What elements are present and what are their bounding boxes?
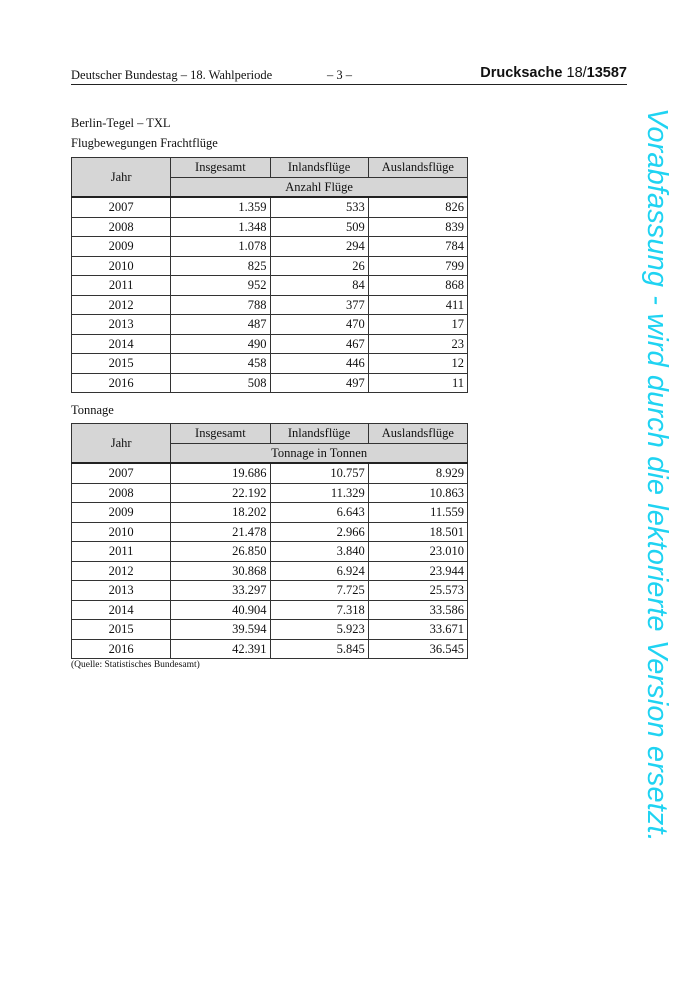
value-cell: 10.757 [270,463,368,483]
value-cell: 490 [171,334,270,354]
table-row [72,600,468,620]
year-cell: 2010 [72,256,171,276]
year-cell: 2007 [72,463,171,483]
value-cell: 39.594 [171,620,270,640]
value-cell: 11 [368,373,467,393]
table1-body [72,197,468,393]
value-cell: 30.868 [171,561,270,581]
value-cell: 12 [368,354,467,374]
table1-header-insgesamt: Insgesamt [171,158,270,178]
value-cell: 21.478 [171,522,270,542]
value-cell: 533 [270,197,368,217]
table-row [72,463,468,483]
value-cell: 1.348 [171,217,270,237]
value-cell: 18.202 [171,503,270,523]
value-cell: 784 [368,237,467,257]
value-cell: 6.643 [270,503,368,523]
year-cell: 2009 [72,503,171,523]
header-parliament: Deutscher Bundestag – 18. Wahlperiode [71,68,273,82]
table1-header-jahr: Jahr [72,158,171,198]
year-cell: 2008 [72,217,171,237]
year-cell: 2013 [72,315,171,335]
value-cell: 26.850 [171,542,270,562]
value-cell: 11.559 [368,503,467,523]
table-row [72,620,468,640]
value-cell: 799 [368,256,467,276]
year-cell: 2016 [72,639,171,659]
value-cell: 825 [171,256,270,276]
table2-header-insgesamt: Insgesamt [171,424,270,444]
value-cell: 33.297 [171,581,270,601]
value-cell: 7.725 [270,581,368,601]
table-row [72,276,468,296]
value-cell: 11.329 [270,483,368,503]
value-cell: 42.391 [171,639,270,659]
value-cell: 788 [171,295,270,315]
table-row [72,561,468,581]
table-row [72,581,468,601]
table-tonnage [71,423,468,659]
table-row [72,295,468,315]
value-cell: 36.545 [368,639,467,659]
table-row [72,522,468,542]
value-cell: 23.010 [368,542,467,562]
value-cell: 19.686 [171,463,270,483]
year-cell: 2008 [72,483,171,503]
value-cell: 8.929 [368,463,467,483]
value-cell: 23 [368,334,467,354]
value-cell: 33.671 [368,620,467,640]
value-cell: 5.845 [270,639,368,659]
value-cell: 446 [270,354,368,374]
value-cell: 839 [368,217,467,237]
header-doc-label: Drucksache [480,65,563,81]
year-cell: 2016 [72,373,171,393]
table2-header-ausland: Auslandsflüge [368,424,467,444]
year-cell: 2011 [72,542,171,562]
table-row [72,503,468,523]
year-cell: 2014 [72,334,171,354]
value-cell: 18.501 [368,522,467,542]
table-row [72,483,468,503]
table-row [72,256,468,276]
table1-header-ausland: Auslandsflüge [368,158,467,178]
value-cell: 26 [270,256,368,276]
table2-title: Tonnage [71,403,114,417]
value-cell: 7.318 [270,600,368,620]
table1-header-inland: Inlandsflüge [270,158,368,178]
table2-body [72,463,468,659]
table1-title: Flugbewegungen Frachtflüge [71,136,218,150]
value-cell: 22.192 [171,483,270,503]
value-cell: 84 [270,276,368,296]
table-row [72,373,468,393]
year-cell: 2011 [72,276,171,296]
value-cell: 826 [368,197,467,217]
table2-unit: Tonnage in Tonnen [171,443,468,463]
table-row [72,354,468,374]
table2-header-inland: Inlandsflüge [270,424,368,444]
value-cell: 2.966 [270,522,368,542]
year-cell: 2007 [72,197,171,217]
table-row [72,217,468,237]
table-row [72,197,468,217]
value-cell: 497 [270,373,368,393]
year-cell: 2015 [72,354,171,374]
year-cell: 2014 [72,600,171,620]
value-cell: 5.923 [270,620,368,640]
table-row [72,542,468,562]
year-cell: 2013 [72,581,171,601]
header-document-number [480,65,627,81]
value-cell: 1.359 [171,197,270,217]
value-cell: 1.078 [171,237,270,257]
header-doc-prefix: 18/ [566,65,587,81]
value-cell: 952 [171,276,270,296]
year-cell: 2009 [72,237,171,257]
value-cell: 868 [368,276,467,296]
value-cell: 25.573 [368,581,467,601]
value-cell: 10.863 [368,483,467,503]
value-cell: 470 [270,315,368,335]
table-frachtfluege [71,157,468,393]
airport-title: Berlin-Tegel – TXL [71,116,171,130]
value-cell: 40.904 [171,600,270,620]
header-page-number: – 3 – [327,68,352,82]
table-row [72,639,468,659]
value-cell: 467 [270,334,368,354]
table1-unit: Anzahl Flüge [171,177,468,197]
value-cell: 6.924 [270,561,368,581]
value-cell: 17 [368,315,467,335]
value-cell: 294 [270,237,368,257]
table-row [72,237,468,257]
value-cell: 23.944 [368,561,467,581]
value-cell: 508 [171,373,270,393]
watermark: Vorabfassung - wird durch die lektorierte Version ersetzt. [641,108,673,842]
value-cell: 458 [171,354,270,374]
value-cell: 487 [171,315,270,335]
table-row [72,315,468,335]
value-cell: 377 [270,295,368,315]
header-doc-id: 13587 [586,65,627,81]
year-cell: 2012 [72,561,171,581]
table-row [72,334,468,354]
year-cell: 2015 [72,620,171,640]
table2-header-jahr: Jahr [72,424,171,464]
value-cell: 33.586 [368,600,467,620]
value-cell: 509 [270,217,368,237]
source-note: (Quelle: Statistisches Bundesamt) [71,660,200,670]
value-cell: 3.840 [270,542,368,562]
year-cell: 2010 [72,522,171,542]
year-cell: 2012 [72,295,171,315]
page-header [71,66,627,85]
value-cell: 411 [368,295,467,315]
